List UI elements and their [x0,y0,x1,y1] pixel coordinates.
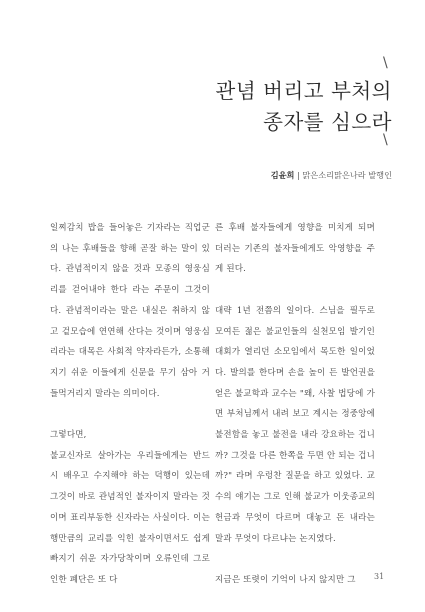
title-line-1: 관념 버리고 부처의 [215,79,392,103]
author-name: 김윤희 [270,170,295,180]
page-number: 31 [374,572,385,581]
title-line-2: 종자를 심으라 [263,110,392,134]
byline [271,170,392,181]
decorative-slash-top: \ [383,55,388,71]
paragraph: 른 후배 불자들에게 영향을 미치게 되며 더러는 기존의 불자들에게도 악영향을 주게 된다. [215,223,375,275]
paragraph: 지금은 또렷이 기억이 나지 않지만 그 [215,574,356,585]
right-column [215,218,375,591]
paragraph: 그렇다면, [50,430,87,441]
decorative-slash-bottom: \ [383,132,388,148]
author-affiliation: | 맑은소리맑은나라 발행인 [294,170,392,180]
article-title [216,76,392,138]
paragraph: 대략 1년 전쯤의 일이다. 스님을 필두로 모여든 젊은 불교인들의 실천모임 발기인대회가 열리던 소모임에서 목도한 일이었다. 발의를 한다며 손을 높이 든 발언권을 얻은 불교학과 교수는 "왜, 사찰 법당에 가면 부처님께서 내려 보고 계시는 정중앙에 불전함을 놓고 불전을 내라 강요하는 겁니까? 그것을 다른 한쪽을 두면 안 되는 겁니까?" 라며 우렁찬 질문을 하고 있었다. 교수의 얘기는 그로 인해 불교가 이웃종교의 헌금과 무엇이 다르며 대놓고 돈 내라는 말과 무엇이 다르냐는 논지였다. [215,305,375,544]
left-column [50,218,210,591]
paragraph: 불교신자로 살아가는 우리들에게는 반드시 배우고 수지해야 하는 덕행이 있는데 그것이 바로 관념적인 불자이지 말라는 것이며 표리부동한 신자라는 사실이다. 이는 행만큼의 교리를 익힌 불자이면서도 쉽게 빠지기 쉬운 자가당착이며 오류인데 그로 인한 폐단은 또 다 [50,450,210,585]
paragraph: 일찌감치 밥을 들어놓은 기자라는 직업군의 나는 후배들을 향해 곧잘 하는 말이 있다. 관념적이지 않을 것과 모종의 영웅심리를 걷어내야 한다 라는 주문이 그것이다. 관념적이라는 말은 내실은 취하지 않고 겉모습에 연연해 산다는 것이며 영웅심리라는 대목은 사회적 약자라든가, 소통해지기 쉬운 이들에게 신문을 무기 삼아 거들먹거리지 말라는 의미이다. [50,223,210,399]
